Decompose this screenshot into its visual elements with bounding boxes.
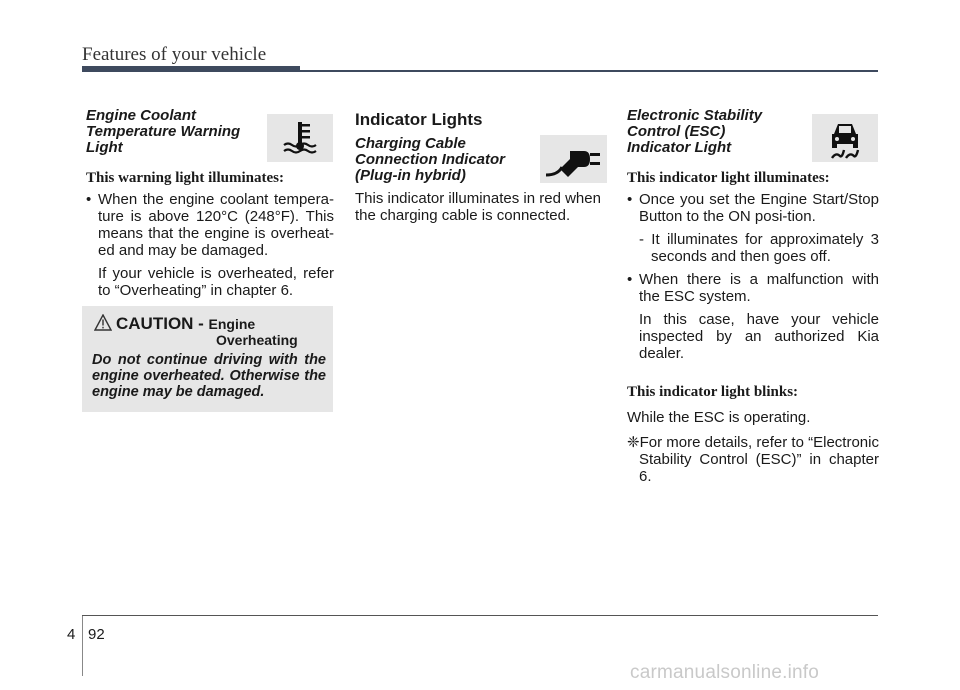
charging-body: This indicator illuminates in red when the charging cable is connected. bbox=[355, 190, 601, 224]
caution-topic-1: Engine bbox=[208, 316, 256, 332]
caution-heading bbox=[116, 314, 255, 334]
warning-triangle-icon bbox=[94, 314, 112, 331]
caution-label: CAUTION - bbox=[116, 314, 209, 333]
esc-subhead-illuminates: This indicator light illuminates: bbox=[627, 170, 830, 186]
charging-icon-box bbox=[540, 135, 607, 183]
caution-topic-2: Overheating bbox=[216, 332, 298, 348]
charging-plug-icon bbox=[540, 135, 607, 183]
coolant-icon-box bbox=[267, 114, 333, 162]
coolant-para: If your vehicle is overheated, refer to “Overheating” in chapter 6. bbox=[98, 265, 334, 299]
header-rule bbox=[300, 70, 878, 72]
esc-sub-1: - It illuminates for approximately 3 seconds and then goes off. bbox=[639, 231, 879, 265]
esc-body-2: While the ESC is operating. bbox=[627, 409, 811, 426]
esc-section bbox=[627, 108, 879, 485]
coolant-bullet: • When the engine coolant tempera-ture is above 120°C (248°F). This means that the engine is overheat-ed and may be damaged. bbox=[86, 191, 334, 259]
esc-para-2: In this case, have your vehicle inspected by an authorized Kia dealer. bbox=[639, 311, 879, 362]
chapter-number: 4 bbox=[67, 626, 76, 643]
esc-note: ❈For more details, refer to “Electronic Stability Control (ESC)” in chapter 6. bbox=[627, 434, 879, 485]
esc-bullet-1: • Once you set the Engine Start/Stop Button to the ON posi-tion. bbox=[627, 191, 879, 225]
esc-icon-box bbox=[812, 114, 878, 162]
esc-title: Electronic Stability Control (ESC) Indicator Light bbox=[627, 107, 763, 156]
page-header-title: Features of your vehicle bbox=[82, 44, 267, 65]
page-number: 92 bbox=[88, 626, 105, 643]
coolant-list bbox=[86, 191, 334, 259]
watermark: carmanualsonline.info bbox=[630, 662, 820, 683]
esc-list-1 bbox=[627, 191, 879, 225]
section-title: Indicator Lights bbox=[355, 110, 483, 129]
coolant-subhead: This warning light illuminates: bbox=[86, 170, 284, 186]
caution-box bbox=[82, 306, 333, 412]
esc-skid-car-icon bbox=[812, 114, 878, 162]
header-bar bbox=[82, 66, 300, 72]
esc-bullet-2: • When there is a malfunction with the ESC system. bbox=[627, 271, 879, 305]
charging-title: Charging Cable Connection Indicator (Plug-in hybrid) bbox=[355, 135, 505, 184]
esc-subhead-blinks: This indicator light blinks: bbox=[627, 384, 799, 400]
caution-body: Do not continue driving with the engine overheated. Otherwise the engine may be damaged. bbox=[92, 352, 326, 400]
esc-list-2 bbox=[627, 271, 879, 305]
footer-divider bbox=[82, 616, 83, 676]
coolant-title: Engine Coolant Temperature Warning Light bbox=[86, 107, 241, 156]
coolant-temperature-icon bbox=[267, 114, 333, 162]
footer-rule bbox=[82, 615, 878, 616]
